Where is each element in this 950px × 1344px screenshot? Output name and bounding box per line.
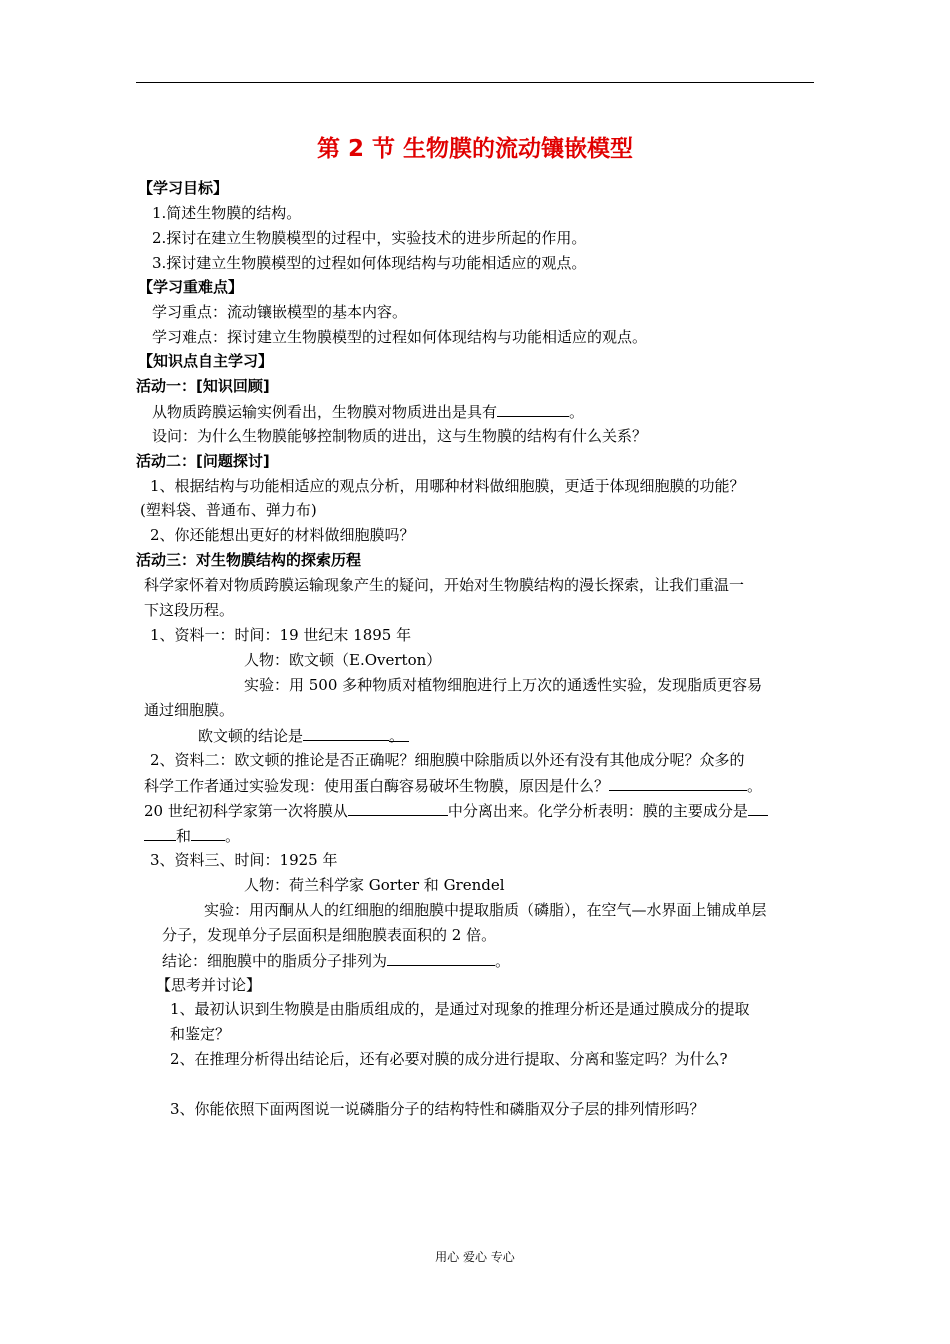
material2-text: 中分离出来。化学分析表明：膜的主要成分是 — [447, 802, 748, 820]
activity3-intro-cont: 下这段历程。 — [144, 601, 235, 619]
discuss-q3: 3、你能依照下面两图说一说磷脂分子的结构特性和磷脂双分子层的排列情形吗？ — [170, 1100, 705, 1118]
activity1-line — [152, 401, 584, 422]
punct: 。 — [569, 403, 585, 421]
activity1-heading: 活动一：[知识回顾] — [136, 377, 270, 395]
key-point: 学习重点：流动镶嵌模型的基本内容。 — [152, 303, 408, 321]
material1-person: 人物：欧文顿（E.Overton） — [244, 651, 442, 669]
activity2-q1: 1、根据结构与功能相适应的观点分析，用哪种材料做细胞膜，更适于体现细胞膜的功能？ — [150, 477, 745, 495]
key-heading: 【学习重难点】 — [138, 278, 244, 296]
material2-text: 和 — [176, 827, 192, 845]
fill-blank[interactable] — [387, 950, 495, 966]
goal-item: 2.探讨在建立生物膜模型的过程中，实验技术的进步所起的作用。 — [152, 229, 587, 247]
goals-heading: 【学习目标】 — [138, 179, 229, 197]
material1-conclusion — [198, 725, 409, 746]
material2-text: 20 世纪初科学家第一次将膜从 — [144, 802, 348, 820]
activity1-question: 设问：为什么生物膜能够控制物质的进出，这与生物膜的结构有什么关系？ — [152, 427, 648, 445]
discuss-q2: 2、在推理分析得出结论后，还有必要对膜的成分进行提取、分离和鉴定吗？为什么? — [170, 1050, 728, 1068]
material1-experiment-cont: 通过细胞膜。 — [144, 701, 235, 719]
key-difficulty: 学习难点：探讨建立生物膜模型的过程如何体现结构与功能相适应的观点。 — [152, 328, 648, 346]
material2-question: 科学工作者通过实验发现：使用蛋白酶容易破坏生物膜，原因是什么？ — [144, 777, 610, 795]
fill-blank[interactable] — [191, 825, 225, 841]
punct-underlined: 。 — [389, 726, 409, 742]
conclusion-text: 结论：细胞膜中的脂质分子排列为 — [162, 952, 388, 970]
activity3-intro: 科学家怀着对物质跨膜运输现象产生的疑问，开始对生物膜结构的漫长探索，让我们重温一 — [144, 576, 745, 594]
material2-line — [144, 775, 762, 796]
fill-blank[interactable] — [497, 401, 569, 417]
fill-blank[interactable] — [748, 800, 768, 816]
page-footer: 用心 爱心 专心 — [435, 1250, 515, 1264]
self-study-heading: 【知识点自主学习】 — [138, 352, 274, 370]
activity2-q1-options: (塑料袋、普通布、弹力布) — [140, 501, 317, 519]
material3-experiment: 实验：用丙酮从人的红细胞的细胞膜中提取脂质（磷脂），在空气—水界面上铺成单层 — [204, 901, 767, 919]
material1-time: 1、资料一：时间：19 世纪末 1895 年 — [150, 626, 412, 644]
goal-item: 1.简述生物膜的结构。 — [152, 204, 302, 222]
material3-time: 3、资料三、时间：1925 年 — [150, 851, 338, 869]
page-title: 第 2 节 生物膜的流动镶嵌模型 — [316, 136, 634, 162]
punct: 。 — [495, 952, 511, 970]
activity2-q2: 2、你还能想出更好的材料做细胞膜吗？ — [150, 526, 415, 544]
material2-line: 2、资料二：欧文顿的推论是否正确呢？细胞膜中除脂质以外还有没有其他成分呢？众多的 — [150, 751, 745, 769]
fill-blank[interactable] — [303, 725, 389, 741]
fill-blank[interactable] — [348, 800, 448, 816]
material3-person: 人物：荷兰科学家 Gorter 和 Grendel — [244, 876, 505, 894]
material3-experiment-cont: 分子，发现单分子层面积是细胞膜表面积的 2 倍。 — [162, 926, 497, 944]
material2-line — [144, 800, 768, 821]
activity2-heading: 活动二：[问题探讨] — [136, 452, 270, 470]
goal-item: 3.探讨建立生物膜模型的过程如何体现结构与功能相适应的观点。 — [152, 254, 587, 272]
discuss-q1: 1、最初认识到生物膜是由脂质组成的，是通过对现象的推理分析还是通过膜成分的提取 — [170, 1000, 750, 1018]
discuss-q1-cont: 和鉴定？ — [170, 1025, 231, 1043]
material3-conclusion — [162, 950, 510, 971]
material2-line — [144, 825, 240, 846]
header-rule — [136, 82, 814, 83]
punct: 。 — [747, 777, 763, 795]
punct: 。 — [225, 827, 241, 845]
fill-blank[interactable] — [144, 825, 176, 841]
conclusion-text: 欧文顿的结论是 — [198, 727, 304, 745]
activity1-text: 从物质跨膜运输实例看出，生物膜对物质进出是具有 — [152, 403, 498, 421]
discuss-heading: 【思考并讨论】 — [156, 976, 262, 994]
material1-experiment: 实验：用 500 多种物质对植物细胞进行上万次的通透性实验，发现脂质更容易 — [244, 676, 763, 694]
fill-blank[interactable] — [609, 775, 747, 791]
activity3-heading: 活动三：对生物膜结构的探索历程 — [136, 551, 362, 569]
